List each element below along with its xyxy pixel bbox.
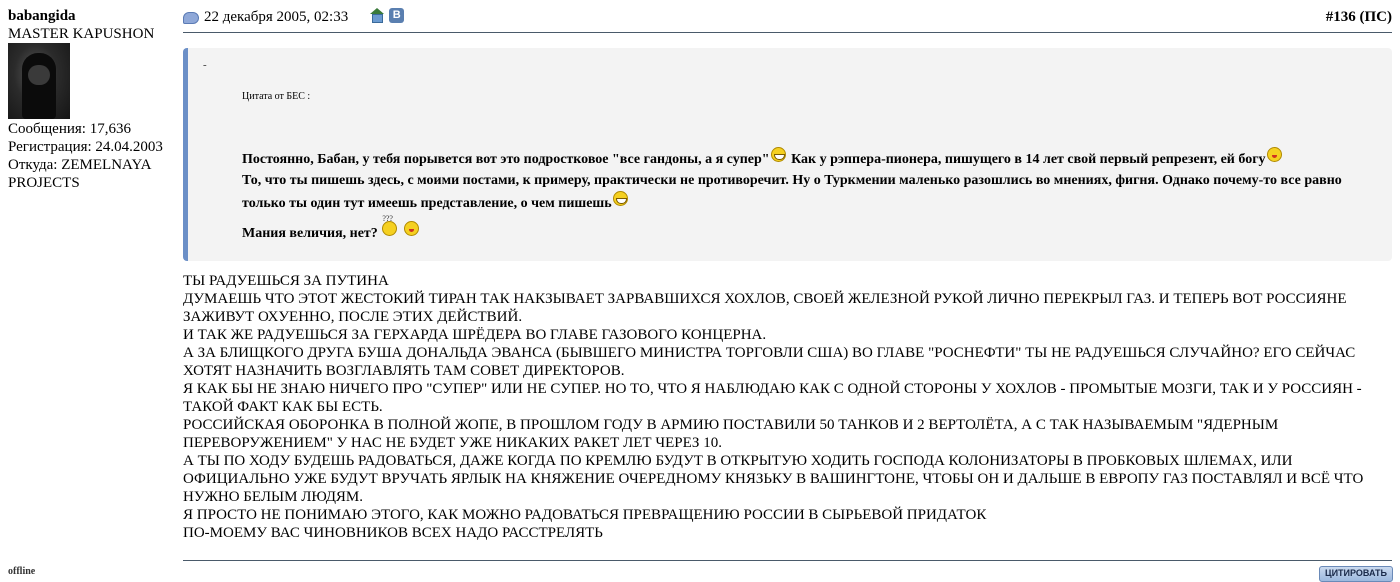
post-line: ДУМАЕШЬ ЧТО ЭТОТ ЖЕСТОКИЙ ТИРАН ТАК НАКЗЫВАЕТ ЗАРВАВШИХСЯ ХОХЛОВ, СВОЕЙ ЖЕЛЕЗНОЙ РУКОЙ ЛИЧНО ПЕРЕКРЫЛ ГАЗ. И ТЕПЕРЬ ВОТ РОССИЯНЕ ЗАЖИВУТ ОХУЕННО, ПОСЛЕ ЭТИХ ДЕЙСТВИЙ.: [183, 291, 1347, 325]
post-line: РОССИЙСКАЯ ОБОРОНКА В ПОЛНОЙ ЖОПЕ, В ПРОШЛОМ ГОДУ В АРМИЮ ПОСТАВИЛИ 50 ТАНКОВ И 2 ВЕРТОЛЁТА, А С ТАК НАЗЫВАЕМЫМ "ЯДЕРНЫМ ПЕРЕВОРУЖЕНИЕМ" У НАС НЕ БУДЕТ УЖЕ НИКАКИХ РАКЕТ ЛЕТ ЧЕРЕЗ 10.: [183, 417, 1279, 451]
user-sidebar: [8, 7, 178, 192]
post-line: ПО-МОЕМУ ВАС ЧИНОВНИКОВ ВСЕХ НАДО РАССТРЕЛЯТЬ: [183, 525, 603, 541]
speech-bubble-icon: [183, 12, 199, 24]
thinking-smiley-icon: [382, 221, 397, 236]
quote-line1b: Как у рэппера-пионера, пишущего в 14 лет свой первый репрезент, ей богу: [787, 152, 1266, 167]
user-title: MASTER KAPUSHON: [8, 26, 155, 42]
post-number-link[interactable]: #136: [1325, 9, 1356, 25]
vk-icon[interactable]: В: [389, 8, 404, 23]
grin-smiley-icon: [613, 191, 628, 206]
quote-block: [183, 48, 1392, 261]
post-line: ТЫ РАДУЕШЬСЯ ЗА ПУТИНА: [183, 273, 389, 289]
post-line: И ТАК ЖЕ РАДУЕШЬСЯ ЗА ГЕРХАРДА ШРЁДЕРА ВО ГЛАВЕ ГАЗОВОГО КОНЦЕРНА.: [183, 327, 767, 343]
grin-smiley-icon: [771, 147, 786, 162]
tongue-smiley-icon: [1267, 147, 1282, 162]
quote-header: Цитата от БЕС :: [242, 91, 311, 102]
post-line: А ТЫ ПО ХОДУ БУДЕШЬ РАДОВАТЬСЯ, ДАЖЕ КОГДА ПО КРЕМЛЮ БУДУТ В ОТКРЫТУЮ ХОДИТЬ ГОСПОДА КОЛОНИЗАТОРЫ В ПРОБКОВЫХ ШЛЕМАХ, ИЛИ ОФИЦИАЛЬНО УЖЕ БУДУТ ВРУЧАТЬ ЯРЛЫК НА КНЯЖЕНИЕ ОЧЕРЕДНОМУ КНЯЗЬКУ В ВАШИНГТОНЕ, ЧТОБЫ ОН И ДАЛЬШЕ В ЕВРОПУ ГАЗ ПОСТАВЛЯЛ И ВСЁ ЧТО НУЖНО БЕЛЫМ ЛЮДЯМ.: [183, 453, 1364, 505]
quote-dash: -: [203, 59, 207, 71]
post-ps: (ПС): [1355, 9, 1392, 25]
quote-line2: То, что ты пишешь здесь, с моими постами, к примеру, практически не противоречит. Ну о Туркмении маленько разошлись во мнениях, фигня. Однако почему-то все равно только ты один тут имеешь представление, о чем пишешь: [242, 173, 1342, 211]
post-line: А ЗА БЛИЩКОГО ДРУГА БУША ДОНАЛЬДА ЭВАНСА (БЫВШЕГО МИНИСТРА ТОРГОВЛИ США) ВО ГЛАВЕ "РОСНЕФТИ" ТЫ НЕ РАДУЕШЬСЯ СЛУЧАЙНО? ЕГО СЕЙЧАС ХОТЯТ НАЗНАЧИТЬ ВОЗГЛАВЛЯТЬ ТАМ СОВЕТ ДИРЕКТОРОВ.: [183, 345, 1356, 379]
quote-text: [242, 147, 1342, 244]
online-status: offline: [8, 566, 36, 577]
user-registered: Регистрация: 24.04.2003: [8, 139, 163, 155]
user-location: Откуда: ZEMELNAYA PROJECTS: [8, 157, 151, 191]
post-line: Я ПРОСТО НЕ ПОНИМАЮ ЭТОГО, КАК МОЖНО РАДОВАТЬСЯ ПРЕВРАЩЕНИЮ РОССИИ В СЫРЬЕВОЙ ПРИДАТОК: [183, 507, 987, 523]
quote-button[interactable]: ЦИТИРОВАТЬ: [1319, 566, 1393, 582]
post-line: Я КАК БЫ НЕ ЗНАЮ НИЧЕГО ПРО "СУПЕР" ИЛИ НЕ СУПЕР. НО ТО, ЧТО Я НАБЛЮДАЮ КАК С ОДНОЙ СТОРОНЫ У ХОХЛОВ - ПРОМЫТЫЕ МОЗГИ, ТАК И У РОССИЯН - ТАКОЙ ФАКТ КАК БЫ ЕСТЬ.: [183, 381, 1362, 415]
quote-line3: Мания величия, нет?: [242, 226, 382, 241]
home-icon[interactable]: [370, 8, 383, 21]
post-date: 22 декабря 2005, 02:33: [204, 9, 349, 25]
username-link[interactable]: babangida: [8, 8, 76, 24]
user-post-count: Сообщения: 17,636: [8, 121, 131, 137]
post-header: [183, 0, 1392, 33]
footer-divider: [183, 560, 1392, 561]
tongue-smiley-icon: [404, 221, 419, 236]
post-number: [1326, 9, 1392, 26]
post-body: [183, 272, 1392, 542]
post: [183, 0, 1392, 542]
quote-line1a: Постоянно, Бабан, у тебя порывется вот это подростковое "все гандоны, а я супер": [242, 152, 770, 167]
avatar[interactable]: [8, 43, 70, 119]
